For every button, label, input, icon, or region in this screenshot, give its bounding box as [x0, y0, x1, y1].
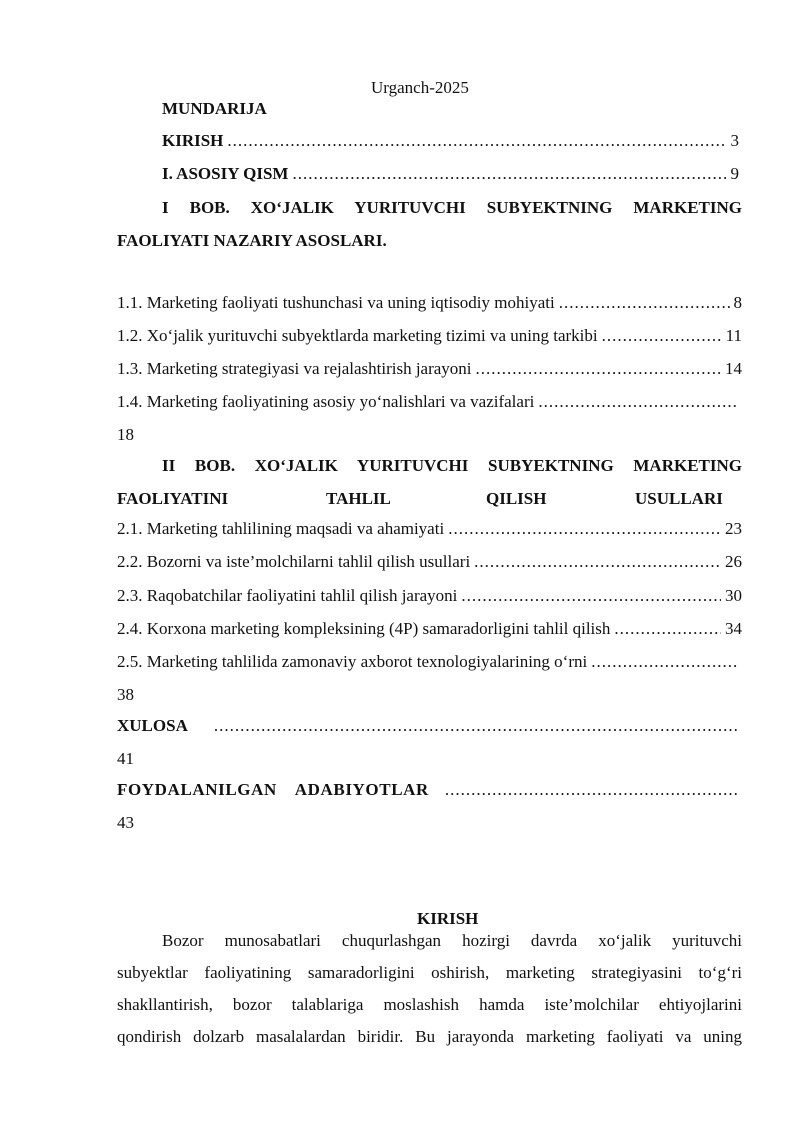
toc-leader	[227, 130, 726, 152]
toc-title: MUNDARIJA	[162, 99, 267, 118]
toc-leader	[445, 779, 738, 801]
toc-page: 8	[733, 293, 742, 312]
toc-page: 41	[117, 749, 134, 768]
chapter2-title-word: QILISH	[486, 489, 547, 508]
toc-page: 3	[730, 131, 739, 150]
intro-line: Bozor munosabatlari chuqurlashgan hozirgi davrda xo‘jalik yurituvchi	[162, 931, 742, 950]
chapter2-title-word: TAHLIL	[326, 489, 391, 508]
toc-page: 9	[730, 164, 739, 183]
intro-paragraph	[117, 925, 742, 1053]
toc-entry-1-2[interactable]	[117, 325, 742, 347]
toc-entry-2-1[interactable]	[117, 518, 742, 540]
toc-entry-1-3[interactable]	[117, 358, 742, 380]
toc-label: 1.1. Marketing faoliyati tushunchasi va uning iqtisodiy mohiyati	[117, 293, 555, 312]
toc-leader	[292, 163, 726, 185]
toc-page: 26	[725, 552, 742, 571]
toc-label: 2.5. Marketing tahlilida zamonaviy axborot texnologiyalarining o‘rni	[117, 652, 588, 671]
toc-leader	[591, 651, 738, 673]
toc-leader	[476, 358, 721, 380]
toc-entry-2-5[interactable]	[117, 651, 742, 673]
city-year: Urganch-2025	[371, 78, 469, 97]
toc-label: FOYDALANILGAN ADABIYOTLAR	[117, 780, 429, 799]
chapter2-title-word: USULLARI	[635, 489, 723, 508]
toc-page: 34	[725, 619, 742, 638]
toc-label: XULOSA	[117, 716, 188, 735]
toc-leader	[614, 618, 721, 640]
toc-leader	[559, 292, 730, 314]
toc-page: 14	[725, 359, 742, 378]
intro-line: shakllantirish, bozor talablariga moslashish hamda iste’molchilar ehtiyojlarini	[117, 995, 742, 1014]
toc-entry-2-2[interactable]	[117, 551, 742, 573]
toc-label: I. ASOSIY QISM	[162, 164, 289, 183]
toc-label: 2.2. Bozorni va iste’molchilarni tahlil qilish usullari	[117, 552, 471, 571]
toc-entry-adabiyotlar[interactable]	[117, 779, 742, 801]
toc-label: 2.1. Marketing tahlilining maqsadi va ahamiyati	[117, 519, 445, 538]
toc-leader	[448, 518, 721, 540]
toc-leader	[538, 391, 738, 413]
toc-label: 1.4. Marketing faoliyatining asosiy yo‘nalishlari va vazifalari	[117, 392, 535, 411]
toc-leader	[474, 551, 721, 573]
toc-page: 43	[117, 813, 134, 832]
chapter2-title-line1[interactable]: II BOB. XO‘JALIK YURITUVCHI SUBYEKTNING MARKETING	[162, 456, 742, 475]
toc-page: 23	[725, 519, 742, 538]
chapter1-title-line2[interactable]: FAOLIYATI NAZARIY ASOSLARI.	[117, 231, 387, 250]
toc-entry-2-3[interactable]	[117, 585, 742, 607]
intro-line: qondirish dolzarb masalalardan biridir. Bu jarayonda marketing faoliyati va uning	[117, 1027, 742, 1046]
toc-page: 30	[725, 586, 742, 605]
toc-label: KIRISH	[162, 131, 224, 150]
toc-entry-1-1[interactable]	[117, 292, 742, 314]
toc-entry-asosiy-qism[interactable]	[162, 163, 739, 185]
toc-entry-2-4[interactable]	[117, 618, 742, 640]
toc-leader	[214, 715, 738, 737]
toc-label: 2.4. Korxona marketing kompleksining (4P) samaradorligini tahlil qilish	[117, 619, 611, 638]
toc-label: 1.3. Marketing strategiyasi va rejalashtirish jarayoni	[117, 359, 472, 378]
intro-line: subyektlar faoliyatining samaradorligini oshirish, marketing strategiyasini to‘g‘ri	[117, 963, 742, 982]
toc-entry-xulosa[interactable]	[117, 715, 742, 737]
chapter2-title-word: FAOLIYATINI	[117, 489, 229, 508]
toc-page: 18	[117, 425, 134, 444]
toc-page: 38	[117, 685, 134, 704]
chapter1-title-line1[interactable]: I BOB. XO‘JALIK YURITUVCHI SUBYEKTNING MARKETING	[162, 198, 742, 217]
intro-heading: KIRISH	[417, 909, 479, 928]
toc-label: 1.2. Xo‘jalik yurituvchi subyektlarda marketing tizimi va uning tarkibi	[117, 326, 598, 345]
toc-leader	[602, 325, 722, 347]
toc-entry-kirish[interactable]	[162, 130, 739, 152]
toc-entry-1-4[interactable]	[117, 391, 742, 413]
toc-leader	[461, 585, 721, 607]
toc-page: 11	[725, 326, 742, 345]
toc-label: 2.3. Raqobatchilar faoliyatini tahlil qilish jarayoni	[117, 586, 458, 605]
